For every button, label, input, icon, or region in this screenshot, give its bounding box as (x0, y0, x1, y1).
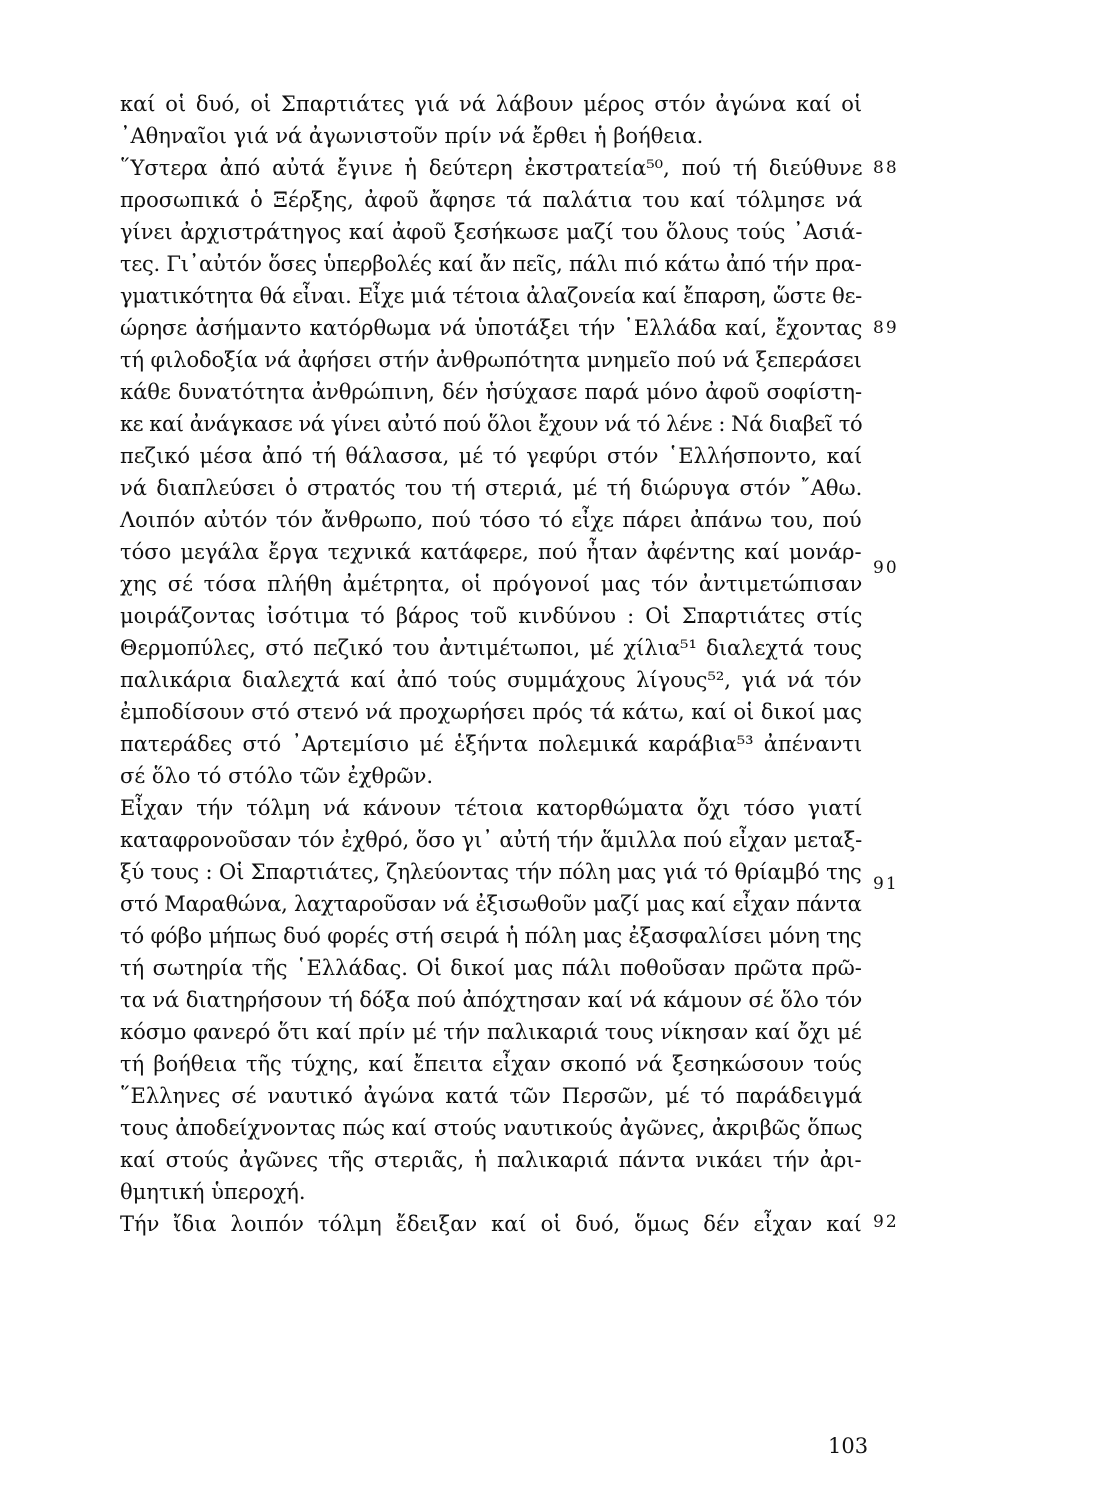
text-line: κε καί ἀνάγκασε νά γίνει αὐτό πού ὅλοι ἔχουν νά τό λένε : Νά διαβεῖ τό (120, 412, 863, 436)
text-line: ώρησε ἀσήμαντο κατόρθωμα νά ὑποτάξει τήν ῾Ελλάδα καί, ἔχοντας (120, 316, 863, 340)
margin-section-number: 90 (873, 558, 899, 578)
text-line: καί στούς ἀγῶνες τῆς στεριᾶς, ἡ παλικαριά πάντα νικάει τήν ἀρι- (120, 1148, 862, 1172)
margin-section-number: 88 (873, 158, 899, 178)
text-line: γματικότητα θά εἶναι. Εἶχε μιά τέτοια ἀλαζονεία καί ἔπαρση, ὥστε θε- (120, 284, 863, 308)
text-line: χης σέ τόσα πλήθη ἀμέτρητα, οἱ πρόγονοί μας τόν ἀντιμετώπισαν (120, 572, 863, 596)
text-line: τα νά διατηρήσουν τή δόξα πού ἀπόχτησαν καί νά κάμουν σέ ὅλο τόν (120, 988, 863, 1012)
text-line: Τήν ἴδια λοιπόν τόλμη ἔδειξαν καί οἱ δυό, ὅμως δέν εἶχαν καί (120, 1212, 862, 1236)
margin-section-number: 89 (873, 318, 899, 338)
text-line: κόσμο φανερό ὅτι καί πρίν μέ τήν παλικαριά τους νίκησαν καί ὄχι μέ (120, 1020, 862, 1044)
text-line: κάθε δυνατότητα ἀνθρώπινη, δέν ἡσύχασε παρά μόνο ἀφοῦ σοφίστη- (120, 380, 863, 404)
text-line: τή σωτηρία τῆς ῾Ελλάδας. Οἱ δικοί μας πάλι ποθοῦσαν πρῶτα πρῶ- (120, 956, 862, 980)
margin-section-number: 91 (873, 874, 899, 894)
text-line: θμητική ὑπεροχή. (120, 1180, 306, 1204)
text-line: ῞Ελληνες σέ ναυτικό ἀγώνα κατά τῶν Περσῶν, μέ τό παράδειγμά (120, 1084, 863, 1108)
text-line: γίνει ἀρχιστράτηγος καί ἀφοῦ ξεσήκωσε μαζί του ὅλους τούς ᾿Ασιά- (120, 220, 863, 244)
text-line: καταφρονοῦσαν τόν ἐχθρό, ὅσο γι᾿ αὐτή τήν ἅμιλλα πού εἶχαν μεταξ- (120, 828, 863, 852)
text-line: πεζικό μέσα ἀπό τή θάλασσα, μέ τό γεφύρι στόν ῾Ελλήσποντο, καί (120, 444, 863, 468)
text-line: Θερμοπύλες, στό πεζικό του ἀντιμέτωποι, μέ χίλια⁵¹ διαλεχτά τους (120, 636, 863, 660)
text-line: τό φόβο μήπως δυό φορές στή σειρά ἡ πόλη μας ἐξασφαλίσει μόνη της (120, 924, 862, 948)
text-line: τόσο μεγάλα ἔργα τεχνικά κατάφερε, πού ἦταν ἀφέντης καί μονάρ- (120, 540, 862, 564)
text-line: παλικάρια διαλεχτά καί ἀπό τούς συμμάχους λίγους⁵², γιά νά τόν (120, 668, 862, 692)
text-line: Λοιπόν αὐτόν τόν ἄνθρωπο, πού τόσο τό εἶχε πάρει ἀπάνω του, πού (120, 508, 862, 532)
text-line: ἐμποδίσουν στό στενό νά προχωρήσει πρός τά κάτω, καί οἱ δικοί μας (120, 700, 862, 724)
text-line: νά διαπλεύσει ὁ στρατός του τή στεριά, μέ τή διώρυγα στόν ῎Αθω. (120, 476, 863, 500)
margin-section-number: 92 (873, 1212, 899, 1232)
text-line: Εἶχαν τήν τόλμη νά κάνουν τέτοια κατορθώματα ὄχι τόσο γιατί (120, 796, 863, 820)
text-line: σέ ὅλο τό στόλο τῶν ἐχθρῶν. (120, 764, 434, 788)
text-line: πατεράδες στό ᾿Αρτεμίσιο μέ ἑξήντα πολεμικά καράβια⁵³ ἀπέναντι (120, 732, 863, 756)
text-line: προσωπικά ὁ Ξέρξης, ἀφοῦ ἄφησε τά παλάτια του καί τόλμησε νά (120, 188, 863, 212)
page-number: 103 (828, 1434, 869, 1458)
text-line: τή βοήθεια τῆς τύχης, καί ἔπειτα εἶχαν σκοπό νά ξεσηκώσουν τούς (120, 1052, 863, 1076)
text-line: τες. Γι᾿αὐτόν ὅσες ὑπερβολές καί ἄν πεῖς, πάλι πιό κάτω ἀπό τήν πρα- (120, 252, 862, 276)
text-line: ῞Υστερα ἀπό αὐτά ἔγινε ἡ δεύτερη ἐκστρατεία⁵⁰, πού τή διεύθυνε (120, 156, 863, 180)
text-line: ξύ τους : Οἱ Σπαρτιάτες, ζηλεύοντας τήν πόλη μας γιά τό θρίαμβό της (120, 860, 862, 884)
text-line: τους ἀποδείχνοντας πώς καί στούς ναυτικούς ἀγῶνες, ἀκριβῶς ὅπως (120, 1116, 863, 1140)
text-line: τή φιλοδοξία νά ἀφήσει στήν ἀνθρωπότητα μνημεῖο πού νά ξεπεράσει (120, 348, 862, 372)
text-line: καί οἱ δυό, οἱ Σπαρτιάτες γιά νά λάβουν μέρος στόν ἀγώνα καί οἱ (120, 92, 863, 116)
text-line: μοιράζοντας ἰσότιμα τό βάρος τοῦ κινδύνου : Οἱ Σπαρτιάτες στίς (120, 604, 863, 628)
text-line: στό Μαραθώνα, λαχταροῦσαν νά ἐξισωθοῦν μαζί μας καί εἶχαν πάντα (120, 892, 862, 916)
text-line: ᾿Αθηναῖοι γιά νά ἀγωνιστοῦν πρίν νά ἔρθει ἡ βοήθεια. (120, 124, 704, 148)
